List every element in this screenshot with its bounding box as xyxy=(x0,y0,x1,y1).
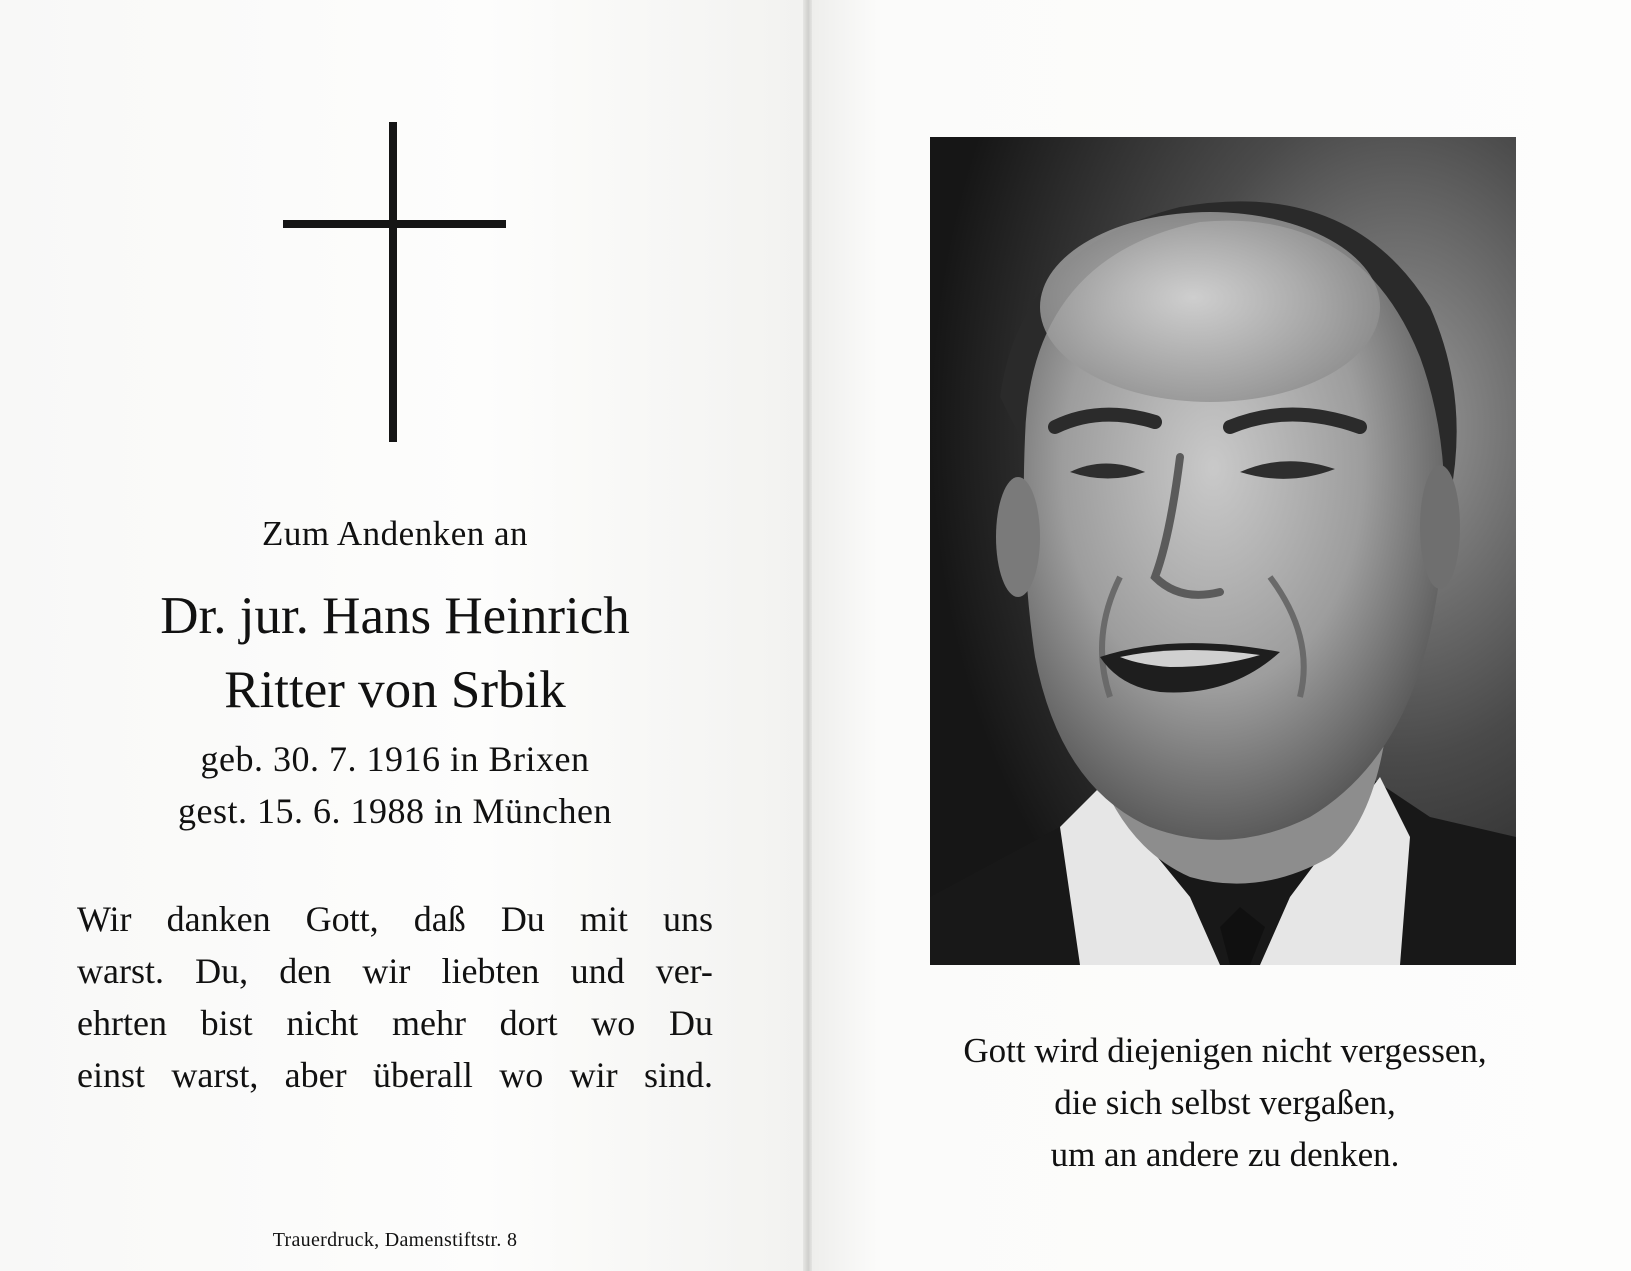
cross-icon xyxy=(389,122,397,442)
cross-icon-bar xyxy=(283,220,506,228)
portrait-illustration xyxy=(930,137,1516,965)
death-date: gest. 15. 6. 1988 in München xyxy=(178,791,612,831)
printer-imprint: Trauerdruck, Damenstiftstr. 8 xyxy=(272,1229,518,1251)
birth-date: geb. 30. 7. 1916 in Brixen xyxy=(200,739,590,779)
verse-line: einst warst, aber überall wo wir sind. xyxy=(77,1055,713,1095)
deceased-name-line-2: Ritter von Srbik xyxy=(224,661,566,719)
verse-line: Wir danken Gott, daß Du mit uns xyxy=(77,899,713,939)
memorial-quote xyxy=(880,1025,1570,1181)
deceased-name-line-1: Dr. jur. Hans Heinrich xyxy=(160,587,630,645)
memorial-verse xyxy=(77,893,713,1101)
left-page xyxy=(0,0,806,1271)
portrait-photo xyxy=(930,137,1516,965)
quote-line: die sich selbst vergaßen, xyxy=(1054,1083,1396,1122)
verse-line: warst. Du, den wir liebten und ver- xyxy=(77,951,713,991)
quote-line: um an andere zu denken. xyxy=(1050,1135,1400,1174)
verse-line: ehrten bist nicht mehr dort wo Du xyxy=(77,1003,713,1043)
quote-line: Gott wird diejenigen nicht vergessen, xyxy=(963,1031,1487,1070)
memorial-intro: Zum Andenken an xyxy=(261,514,529,553)
